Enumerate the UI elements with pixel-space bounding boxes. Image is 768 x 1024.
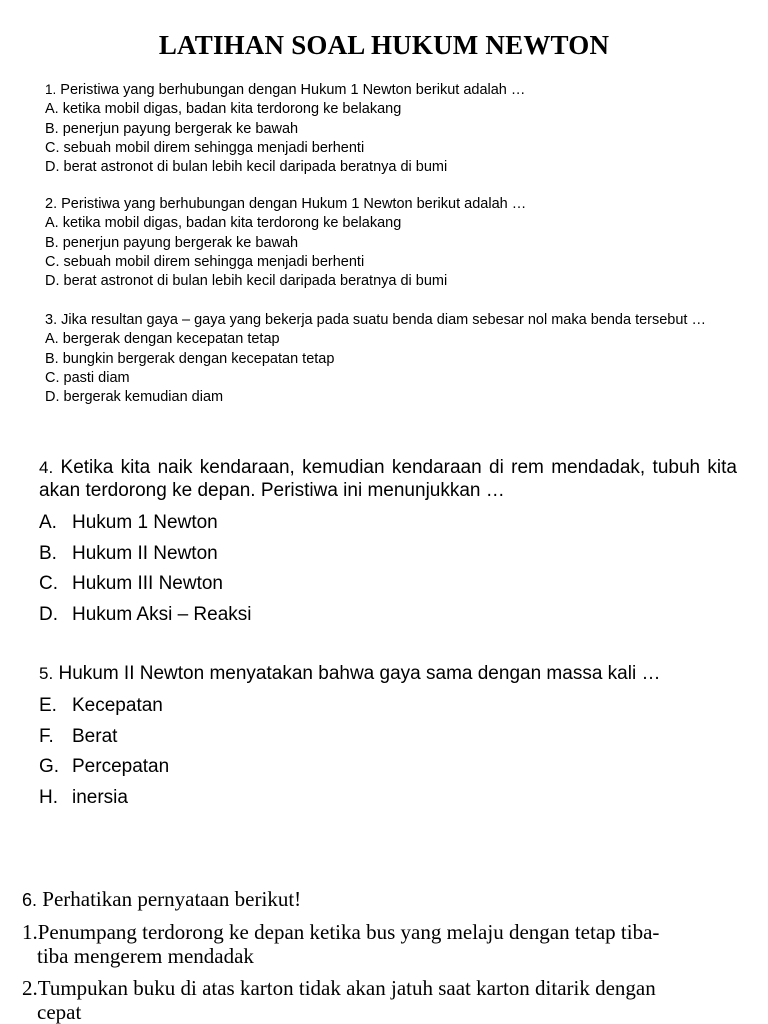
answer-option: B. penerjun payung bergerak ke bawah [45, 234, 299, 251]
answer-option: D. bergerak kemudian diam [45, 389, 224, 406]
question-number: 5. [39, 664, 54, 683]
answer-option: C. sebuah mobil direm sehingga menjadi berhenti [45, 139, 365, 156]
option-text: Kecepatan [72, 695, 163, 716]
question-6 [22, 887, 722, 1024]
answer-option: A. ketika mobil digas, badan kita terdorong ke belakang [45, 101, 402, 118]
statement-text: 2.Tumpukan buku di atas karton tidak akan jatuh saat karton ditarik dengan [22, 976, 656, 1000]
question-2 [45, 195, 725, 291]
question-4 [39, 456, 737, 630]
question-text: Perhatikan pernyataan berikut! [42, 887, 302, 911]
question-number: 4. [39, 458, 54, 477]
question-3 [45, 311, 725, 407]
question-text: Hukum II Newton menyatakan bahwa gaya sama dengan massa kali … [58, 663, 661, 684]
answer-option [39, 752, 737, 783]
question-number: 2. [45, 196, 58, 212]
question-stem [22, 887, 722, 912]
answer-option [39, 539, 737, 570]
option-text: inersia [72, 786, 128, 808]
option-text: Hukum III Newton [72, 573, 223, 594]
question-text: Ketika kita naik kendaraan, kemudian kendaraan di rem mendadak, tubuh kita akan terdorong ke depan. Peristiwa ini menunjukkan … [39, 457, 737, 501]
answer-option: B. penerjun payung bergerak ke bawah [45, 120, 299, 137]
question-text: Peristiwa yang berhubungan dengan Hukum 1 Newton berikut adalah … [61, 196, 527, 212]
question-number: 1. [45, 82, 57, 97]
option-letter: D. [39, 603, 58, 625]
question-number: 3. [45, 312, 58, 328]
answer-option [39, 722, 737, 753]
answer-option [39, 569, 737, 600]
option-letter: H. [39, 786, 58, 808]
question-stem [45, 80, 725, 100]
page-title: LATIHAN SOAL HUKUM NEWTON [158, 30, 610, 60]
question-stem [45, 195, 725, 214]
statement-item [22, 920, 722, 968]
answer-option [39, 783, 737, 814]
answer-option [39, 508, 737, 539]
question-number: 6. [22, 890, 38, 910]
option-letter: C. [39, 573, 58, 594]
answer-option: D. berat astronot di bulan lebih kecil daripada beratnya di bumi [45, 159, 448, 176]
statement-text: 1.Penumpang terdorong ke depan ketika bus yang melaju dengan tetap tiba- [22, 920, 660, 944]
option-text: Percepatan [72, 756, 170, 777]
option-letter: A. [39, 512, 57, 533]
statement-item [22, 976, 722, 1024]
question-text: Peristiwa yang berhubungan dengan Hukum 1 Newton berikut adalah … [60, 82, 526, 98]
statement-continuation: cepat [37, 1000, 82, 1024]
option-text: Berat [72, 725, 118, 747]
option-letter: E. [39, 695, 57, 716]
answer-option: A. ketika mobil digas, badan kita terdorong ke belakang [45, 215, 402, 232]
answer-option: C. pasti diam [45, 369, 130, 386]
statement-continuation: tiba mengerem mendadak [37, 944, 254, 968]
question-1 [45, 80, 725, 177]
option-letter: B. [39, 542, 57, 564]
answer-options [39, 691, 737, 813]
answer-option: B. bungkin bergerak dengan kecepatan tetap [45, 350, 335, 367]
question-stem [39, 456, 737, 502]
option-letter: F. [39, 725, 54, 747]
option-text: Hukum 1 Newton [72, 512, 218, 533]
option-letter: G. [39, 756, 60, 777]
question-text: Jika resultan gaya – gaya yang bekerja pada suatu benda diam sebesar nol maka benda tersebut … [61, 312, 706, 328]
answer-options [39, 508, 737, 630]
question-stem [45, 311, 725, 330]
answer-option: C. sebuah mobil direm sehingga menjadi berhenti [45, 253, 365, 270]
option-text: Hukum II Newton [72, 542, 218, 564]
option-text: Hukum Aksi – Reaksi [72, 603, 252, 625]
question-5 [39, 662, 737, 813]
answer-option: A. bergerak dengan kecepatan tetap [45, 331, 280, 348]
answer-option: D. berat astronot di bulan lebih kecil daripada beratnya di bumi [45, 273, 448, 290]
answer-option [39, 691, 737, 722]
answer-option [39, 600, 737, 631]
question-stem [39, 662, 737, 685]
